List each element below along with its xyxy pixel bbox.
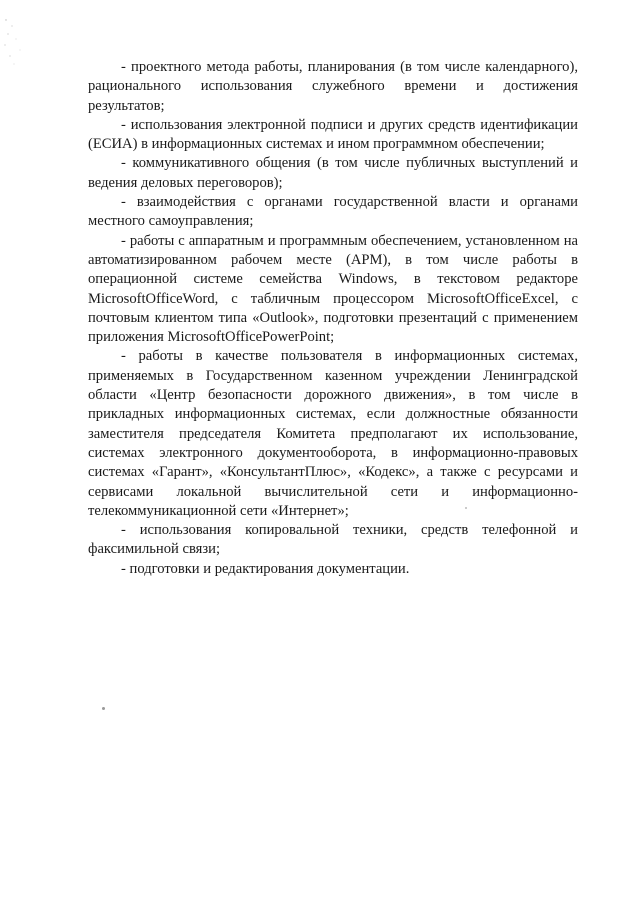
list-item-communication: - коммуникативного общения (в том числе публичных выступлений и ведения деловых переговоров); xyxy=(88,155,578,191)
list-item-hardware-software: - работы с аппаратным и программным обеспечением, установленном на автоматизированном рабочем месте (АРМ), в том числе работы в операционной системе семейства Windows, в текстовом редакторе MicrosoftOfficeWord, с табличным процессором MicrosoftOfficeExcel, с почтовым клиентом типа «Outlook», подготовки презентаций с применением приложения MicrosoftOfficePowerPoint; xyxy=(88,232,578,346)
list-item-electronic-signature: - использования электронной подписи и других средств идентификации (ЕСИА) в информационных системах и ином программном обеспечении; xyxy=(88,116,578,153)
document-body xyxy=(88,58,578,579)
scan-speck xyxy=(465,507,467,509)
list-item-office-equipment: - использования копировальной техники, средств телефонной и факсимильной связи; xyxy=(88,522,578,558)
list-item-project-method: - проектного метода работы, планирования (в том числе календарного), рационального использования служебного времени и достижения результатов; xyxy=(88,59,578,114)
list-item-information-systems: - работы в качестве пользователя в информационных системах, применяемых в Государственном казенном учреждении Ленинградской области «Центр безопасности дорожного движения», в том числе в прикладных информационных системах, если должностные обязанности заместителя председателя Комитета предполагают их использование, системах электронного документооборота, в информационно-правовых системах «Гарант», «КонсультантПлюс», «Кодекс», а также с ресурсами и сервисами локальной вычислительной сети и информационно-телекоммуникационной сети «Интернет»; xyxy=(88,348,578,519)
list-item-interaction-authorities: - взаимодействия с органами государственной власти и органами местного самоуправления; xyxy=(88,194,578,230)
scan-speck xyxy=(102,707,105,710)
scan-noise-marks xyxy=(2,14,28,74)
list-item-document-preparation: - подготовки и редактирования документации. xyxy=(121,560,410,577)
